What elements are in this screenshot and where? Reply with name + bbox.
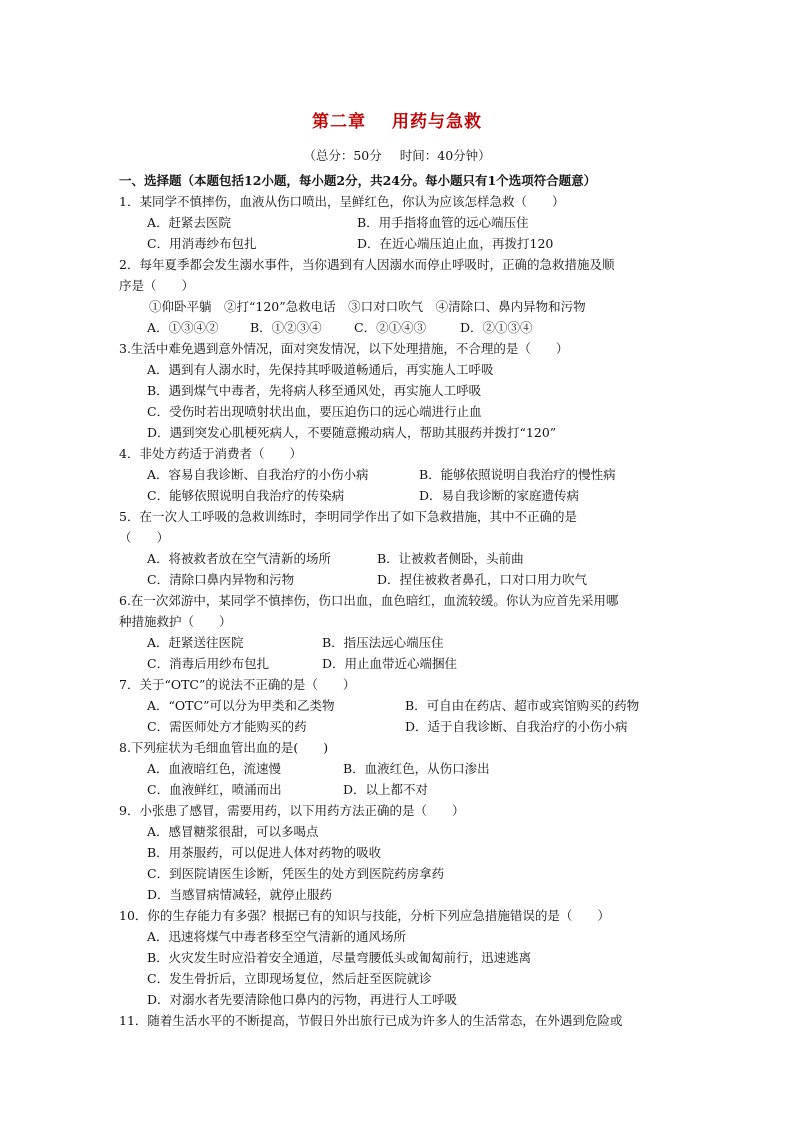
option-a: A．赶紧去医院 bbox=[147, 215, 232, 230]
option-d: D．②①③④ bbox=[460, 320, 533, 335]
option-a: A．“OTC”可以分为甲类和乙类物 bbox=[147, 698, 335, 713]
option-c: C．清除口鼻内异物和污物 bbox=[147, 572, 295, 587]
option-d: D．以上都不对 bbox=[343, 782, 429, 797]
option-c: C．能够依照说明自我治疗的传染病 bbox=[147, 488, 345, 503]
option-row bbox=[119, 485, 679, 506]
chapter-number: 第二章 bbox=[312, 112, 366, 132]
option-d: D．在近心端压迫止血，再拨打120 bbox=[357, 236, 554, 251]
option-c: C．②①④③ bbox=[354, 320, 427, 335]
chapter-title bbox=[0, 107, 794, 132]
section-heading: 一、选择题（本题包括12小题，每小题2分，共24分。每小题只有1个选项符合题意） bbox=[119, 173, 597, 188]
question-stem: 2．每年夏季都会发生溺水事件，当你遇到有人因溺水而停止呼吸时，正确的急救措施及顺 bbox=[119, 257, 615, 272]
option-d: D．捏住被救者鼻孔，口对口用力吹气 bbox=[377, 572, 588, 587]
question-stem-cont: 序是（ ） bbox=[119, 278, 195, 293]
option-b: B．用手指将血管的远心端压住 bbox=[357, 215, 529, 230]
question-stem: 3.生活中难免遇到意外情况，面对突发情况，以下处理措施，不合理的是（ ） bbox=[119, 341, 569, 356]
option-a: A．将被救者放在空气清新的场所 bbox=[147, 551, 332, 566]
question-stem: 4．非处方药适于消费者（ ） bbox=[119, 446, 302, 461]
option-row bbox=[119, 716, 679, 737]
option-b: B．用茶服药，可以促进人体对药物的吸收 bbox=[147, 845, 382, 860]
option-a: A．赶紧送往医院 bbox=[147, 635, 244, 650]
option-b: B．让被救者侧卧，头前曲 bbox=[377, 551, 524, 566]
option-row bbox=[119, 632, 679, 653]
question-stem: 10．你的生存能力有多强？根据已有的知识与技能，分析下列应急措施错误的是（ ） bbox=[119, 908, 610, 923]
option-row bbox=[119, 212, 679, 233]
option-c: C．血液鲜红，喷涌而出 bbox=[147, 782, 282, 797]
question-stem-cont: 种措施救护（ ） bbox=[119, 614, 232, 629]
option-c: C．需医师处方才能购买的药 bbox=[147, 719, 307, 734]
option-c: C．发生骨折后，立即现场复位，然后赶至医院就诊 bbox=[147, 971, 432, 986]
exam-meta bbox=[0, 146, 794, 164]
option-b: B．血液红色，从伤口渗出 bbox=[343, 761, 490, 776]
option-b: B．①②③④ bbox=[250, 320, 322, 335]
option-a: A．遇到有人溺水时，先保持其呼吸道畅通后，再实施人工呼吸 bbox=[147, 362, 494, 377]
option-a: A．迅速将煤气中毒者移至空气清新的通风场所 bbox=[147, 929, 407, 944]
question-stem: 5．在一次人工呼吸的急救训练时，李明同学作出了如下急救措施，其中不正确的是 bbox=[119, 509, 577, 524]
option-a: A．血液暗红色，流速慢 bbox=[147, 761, 282, 776]
option-b: B．能够依照说明自我治疗的慢性病 bbox=[419, 467, 616, 482]
question-stem-cont: （ ） bbox=[119, 530, 170, 545]
option-d: D．对溺水者先要清除他口鼻内的污物，再进行人工呼吸 bbox=[147, 992, 458, 1007]
option-b: B．可自由在药店、超市或宾馆购买的药物 bbox=[405, 698, 640, 713]
question-stem: 7．关于“OTC”的说法不正确的是（ ） bbox=[119, 677, 356, 692]
option-row bbox=[119, 548, 679, 569]
option-b: B．火灾发生时应沿着安全通道，尽量弯腰低头或匍匐前行，迅速逃离 bbox=[147, 950, 532, 965]
option-d: D．当感冒病情减轻，就停止服药 bbox=[147, 887, 333, 902]
question-list bbox=[119, 170, 679, 1031]
option-row bbox=[119, 569, 679, 590]
option-d: D．适于自我诊断、自我治疗的小伤小病 bbox=[405, 719, 628, 734]
option-d: D．用止血带近心端捆住 bbox=[322, 656, 458, 671]
option-row bbox=[119, 317, 679, 338]
option-c: C．到医院请医生诊断，凭医生的处方到医院药房拿药 bbox=[147, 866, 445, 881]
step-list: ①仰卧平躺 ②打“120”急救电话 ③口对口吹气 ④清除口、鼻内异物和污物 bbox=[149, 299, 586, 314]
option-row bbox=[119, 233, 679, 254]
option-a: A．感冒糖浆很甜，可以多喝点 bbox=[147, 824, 319, 839]
option-d: D．易自我诊断的家庭遗传病 bbox=[419, 488, 580, 503]
question-stem: 6.在一次郊游中，某同学不慎摔伤，伤口出血，血色暗红，血流较缓。你认为应首先采用哪 bbox=[119, 593, 619, 608]
option-c: C．用消毒纱布包扎 bbox=[147, 236, 257, 251]
option-row bbox=[119, 758, 679, 779]
option-a: A．①③④② bbox=[147, 320, 219, 335]
chapter-name: 用药与急救 bbox=[392, 112, 482, 132]
question-stem: 11．随着生活水平的不断提高，节假日外出旅行已成为许多人的生活常态，在外遇到危险或 bbox=[119, 1013, 623, 1028]
option-c: C．消毒后用纱布包扎 bbox=[147, 656, 270, 671]
option-a: A．容易自我诊断、自我治疗的小伤小病 bbox=[147, 467, 369, 482]
option-row bbox=[119, 779, 679, 800]
total-score: （总分：50分 bbox=[303, 148, 382, 163]
option-row bbox=[119, 653, 679, 674]
option-d: D．遇到突发心肌梗死病人，不要随意搬动病人，帮助其服药并拨打“120” bbox=[147, 425, 557, 440]
option-b: B．遇到煤气中毒者，先将病人移至通风处，再实施人工呼吸 bbox=[147, 383, 482, 398]
question-stem: 9．小张患了感冒，需要用药，以下用药方法正确的是（ ） bbox=[119, 803, 465, 818]
option-row bbox=[119, 464, 679, 485]
option-c: C．受伤时若出现喷射状出血，要压迫伤口的远心端进行止血 bbox=[147, 404, 482, 419]
option-row bbox=[119, 695, 679, 716]
question-stem: 8.下列症状为毛细血管出血的是( ) bbox=[119, 740, 329, 755]
option-b: B．指压法远心端压住 bbox=[322, 635, 444, 650]
question-stem: 1．某同学不慎摔伤，血液从伤口喷出，呈鲜红色，你认为应该怎样急救（ ） bbox=[119, 194, 565, 209]
time-limit: 时间：40分钟） bbox=[399, 148, 491, 163]
